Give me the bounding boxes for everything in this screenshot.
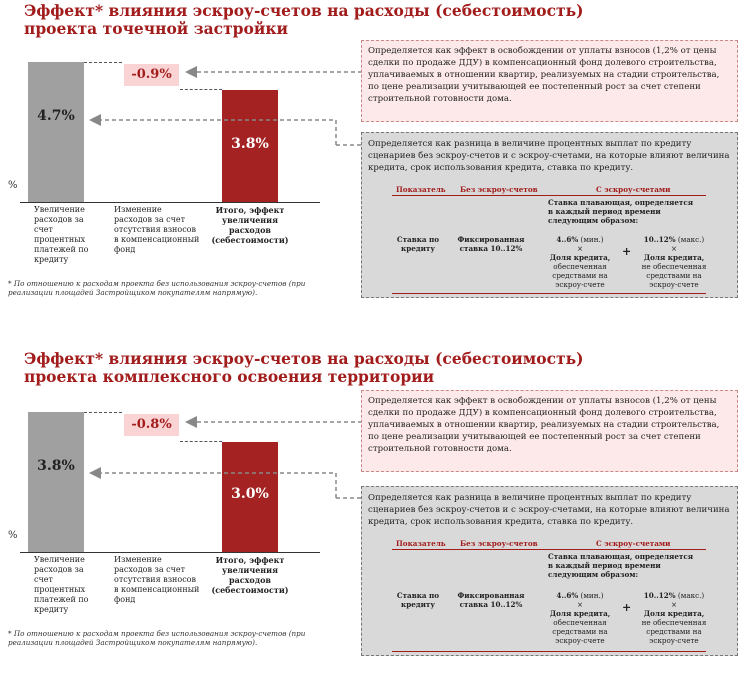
bar-total-value: 3.8%: [231, 136, 269, 152]
category-interest: Увеличение расходов за счет процентных платежей по кредиту: [34, 205, 89, 264]
category-total: Итого, эффект увеличения расходов (себестоимости): [211, 205, 289, 245]
section-complex-development: [0, 348, 746, 678]
plus-sign: +: [622, 601, 632, 614]
rate-max: 10..12%: [643, 591, 676, 600]
rate-table: [362, 487, 739, 657]
times-sign: ×: [670, 244, 678, 253]
table-row-label: Ставка по кредиту: [396, 235, 440, 253]
share-label: Доля кредита,: [549, 609, 611, 618]
bar-interest-value: 3.8%: [37, 458, 75, 474]
footnote: * По отношению к расходам проекта без использования эскроу-счетов (при реализации площадей Застройщиком покупателям напрямую).: [8, 279, 306, 297]
category-total: Итого, эффект увеличения расходов (себестоимости): [211, 555, 289, 595]
bar-interest-value: 4.7%: [37, 108, 75, 124]
table-header-with: С эскроу-счетами: [596, 185, 671, 194]
share-label: Доля кредита,: [643, 253, 705, 262]
table-min-rate-cell: [542, 591, 618, 645]
table-header-without: Без эскроу-счетов: [460, 539, 538, 548]
y-axis-unit: %: [8, 530, 18, 541]
table-header-rule: [392, 195, 706, 196]
table-row-label: Ставка по кредиту: [396, 591, 440, 609]
share-unsecured: не обеспеченная средствами на эскроу-счете: [641, 262, 707, 289]
table-floating-rate: Ставка плавающая, определяется в каждый период времени следующим образом:: [548, 198, 694, 225]
rate-max-note: (макс.): [677, 591, 705, 600]
footnote: * По отношению к расходам проекта без использования эскроу-счетов (при реализации площадей Застройщиком покупателям напрямую).: [8, 629, 306, 647]
info-credit-note: [361, 132, 738, 298]
info-credit-note: [361, 486, 738, 656]
y-axis-unit: %: [8, 180, 18, 191]
table-header-without: Без эскроу-счетов: [460, 185, 538, 194]
table-without-value: Фиксированная ставка 10..12%: [457, 591, 525, 609]
delta-fund-value: -0.8%: [124, 414, 179, 436]
section-title: Эффект* влияния эскроу-счетов на расходы (себестоимость) проекта точечной застройки: [24, 1, 584, 38]
rate-min-note: (мин.): [580, 235, 604, 244]
times-sign: ×: [576, 600, 584, 609]
share-unsecured: не обеспеченная средствами на эскроу-счете: [641, 618, 707, 645]
info-fund-note: Определяется как эффект в освобождении от уплаты взносов (1,2% от цены сделки по продаже ДДУ) в компенсационный фонд долевого строительства, уплачиваемых в отношении квартир, реализуемых на стадии строительства, по цене реализации учитывающей ее постепенный рост за счет степени строительной готовности дома.: [361, 390, 738, 472]
bar-total-value: 3.0%: [231, 486, 269, 502]
rate-max-note: (макс.): [677, 235, 705, 244]
category-interest: Увеличение расходов за счет процентных платежей по кредиту: [34, 555, 89, 614]
table-min-rate-cell: [542, 235, 618, 289]
table-header-indicator: Показатель: [396, 185, 446, 194]
share-label: Доля кредита,: [643, 609, 705, 618]
section-point-development: [0, 0, 746, 330]
rate-min-note: (мин.): [580, 591, 604, 600]
table-floating-rate: Ставка плавающая, определяется в каждый период времени следующим образом:: [548, 552, 694, 579]
table-without-value: Фиксированная ставка 10..12%: [457, 235, 525, 253]
section-title: Эффект* влияния эскроу-счетов на расходы (себестоимость) проекта комплексного освоения территории: [24, 349, 584, 386]
times-sign: ×: [670, 600, 678, 609]
category-fund: Изменение расходов за счет отсутствия взносов в компенсационный фонд: [114, 205, 200, 254]
table-header-with: С эскроу-счетами: [596, 539, 671, 548]
share-secured: обеспеченная средствами на эскроу-счете: [552, 262, 608, 289]
info-credit-text: Определяется как разница в величине процентных выплат по кредиту сценариев без эскроу-счетов и с эскроу-счетами, на которые влияют величина кредита, срок использования кредита, ставка по кредиту.: [368, 139, 730, 173]
table-header-rule: [392, 549, 706, 550]
share-secured: обеспеченная средствами на эскроу-счете: [552, 618, 608, 645]
rate-table: [362, 133, 739, 299]
rate-min: 4..6%: [556, 591, 579, 600]
table-header-indicator: Показатель: [396, 539, 446, 548]
category-fund: Изменение расходов за счет отсутствия взносов в компенсационный фонд: [114, 555, 200, 604]
table-bottom-rule: [392, 651, 706, 652]
share-label: Доля кредита,: [549, 253, 611, 262]
table-bottom-rule: [392, 293, 706, 294]
delta-fund-value: -0.9%: [124, 64, 179, 86]
table-max-rate-cell: [634, 591, 714, 645]
plus-sign: +: [622, 245, 632, 258]
table-max-rate-cell: [634, 235, 714, 289]
times-sign: ×: [576, 244, 584, 253]
rate-min: 4..6%: [556, 235, 579, 244]
rate-max: 10..12%: [643, 235, 676, 244]
info-credit-text: Определяется как разница в величине процентных выплат по кредиту сценариев без эскроу-счетов и с эскроу-счетами, на которые влияют величина кредита, срок использования кредита, ставка по кредиту.: [368, 493, 730, 527]
info-fund-note: Определяется как эффект в освобождении от уплаты взносов (1,2% от цены сделки по продаже ДДУ) в компенсационный фонд долевого строительства, уплачиваемых в отношении квартир, реализуемых на стадии строительства, по цене реализации учитывающей ее постепенный рост за счет степени строительной готовности дома.: [361, 40, 738, 122]
